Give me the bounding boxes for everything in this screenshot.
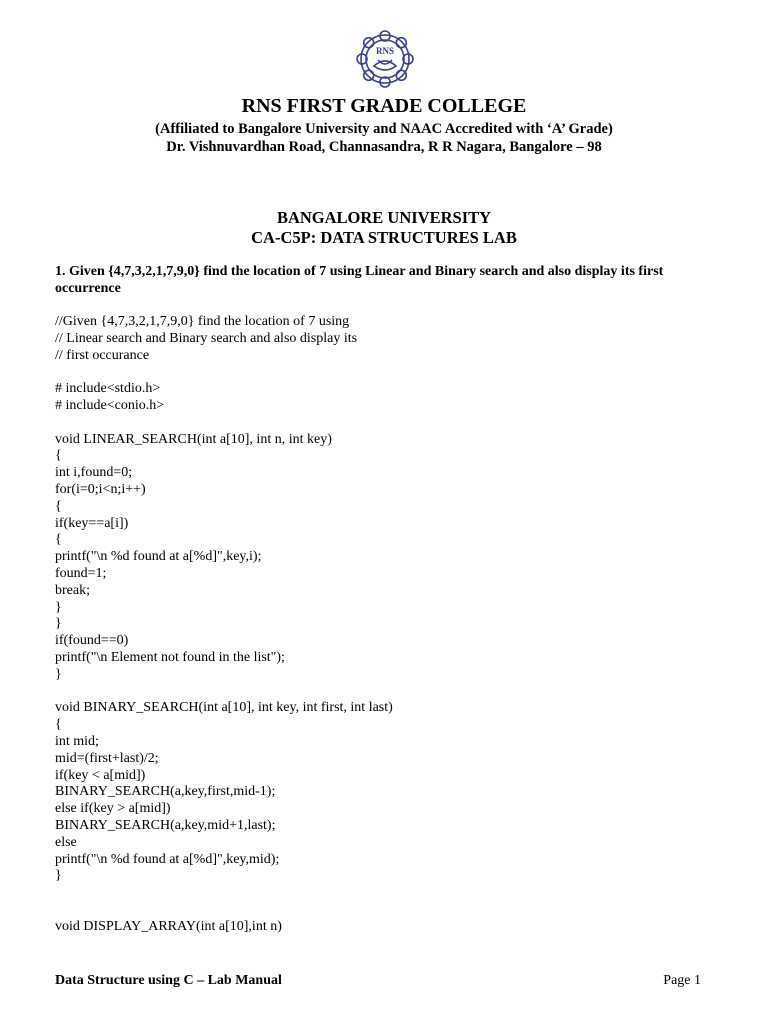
code-line: { (55, 448, 62, 464)
code-line (55, 684, 715, 701)
code-line (55, 902, 715, 919)
code-line: } (55, 616, 62, 632)
code-line: if(key < a[mid]) (55, 767, 146, 783)
code-line: // Linear search and Binary search and also display its (55, 330, 358, 346)
code-line: mid=(first+last)/2; (55, 750, 159, 766)
footer-page-number: Page 1 (663, 973, 701, 988)
code-line: if(found==0) (55, 633, 129, 649)
code-line: void DISPLAY_ARRAY(int a[10],int n) (55, 918, 282, 934)
code-line: void BINARY_SEARCH(int a[10], int key, int first, int last) (55, 700, 393, 716)
code-listing (55, 314, 715, 935)
code-line: printf("\n %d found at a[%d]",key,mid); (55, 851, 280, 867)
code-line: { (55, 532, 62, 548)
course-title: CA-C5P: DATA STRUCTURES LAB (251, 228, 517, 247)
affiliation-line: (Affiliated to Bangalore University and NAAC Accredited with ‘A’ Grade) (155, 121, 613, 137)
code-line: BINARY_SEARCH(a,key,mid+1,last); (55, 817, 276, 833)
code-line: BINARY_SEARCH(a,key,first,mid-1); (55, 784, 276, 800)
code-line: int mid; (55, 733, 99, 749)
address-line: Dr. Vishnuvardhan Road, Channasandra, R R Nagara, Bangalore – 98 (166, 139, 602, 155)
code-line: { (55, 717, 62, 733)
svg-text:RNS: RNS (375, 46, 395, 56)
code-line: { (55, 498, 62, 514)
question-text: 1. Given {4,7,3,2,1,7,9,0} find the location of 7 using Linear and Binary search and also display its first occurrence (55, 264, 664, 296)
code-line: } (55, 599, 62, 615)
code-line: // first occurance (55, 347, 150, 363)
college-logo (356, 30, 414, 88)
code-line (55, 415, 715, 432)
code-line: break; (55, 582, 90, 598)
code-line (55, 885, 715, 902)
university-name: BANGALORE UNIVERSITY (276, 208, 492, 227)
code-line: # include<stdio.h> (55, 381, 161, 397)
code-line: printf("\n Element not found in the list"); (55, 649, 285, 665)
code-line: if(key==a[i]) (55, 515, 129, 531)
college-name: RNS FIRST GRADE COLLEGE (241, 95, 527, 117)
footer-manual-title: Data Structure using C – Lab Manual (55, 973, 282, 988)
code-line: # include<conio.h> (55, 397, 165, 413)
code-line (55, 364, 715, 381)
code-line: printf("\n %d found at a[%d]",key,i); (55, 549, 262, 565)
code-line: } (55, 868, 62, 884)
code-line: //Given {4,7,3,2,1,7,9,0} find the location of 7 using (55, 314, 350, 329)
code-line: int i,found=0; (55, 465, 133, 481)
code-line: else (55, 834, 77, 850)
code-line: found=1; (55, 565, 107, 581)
code-line: for(i=0;i<n;i++) (55, 481, 146, 497)
code-line: void LINEAR_SEARCH(int a[10], int n, int key) (55, 431, 332, 447)
code-line: } (55, 666, 62, 682)
code-line: else if(key > a[mid]) (55, 801, 171, 817)
